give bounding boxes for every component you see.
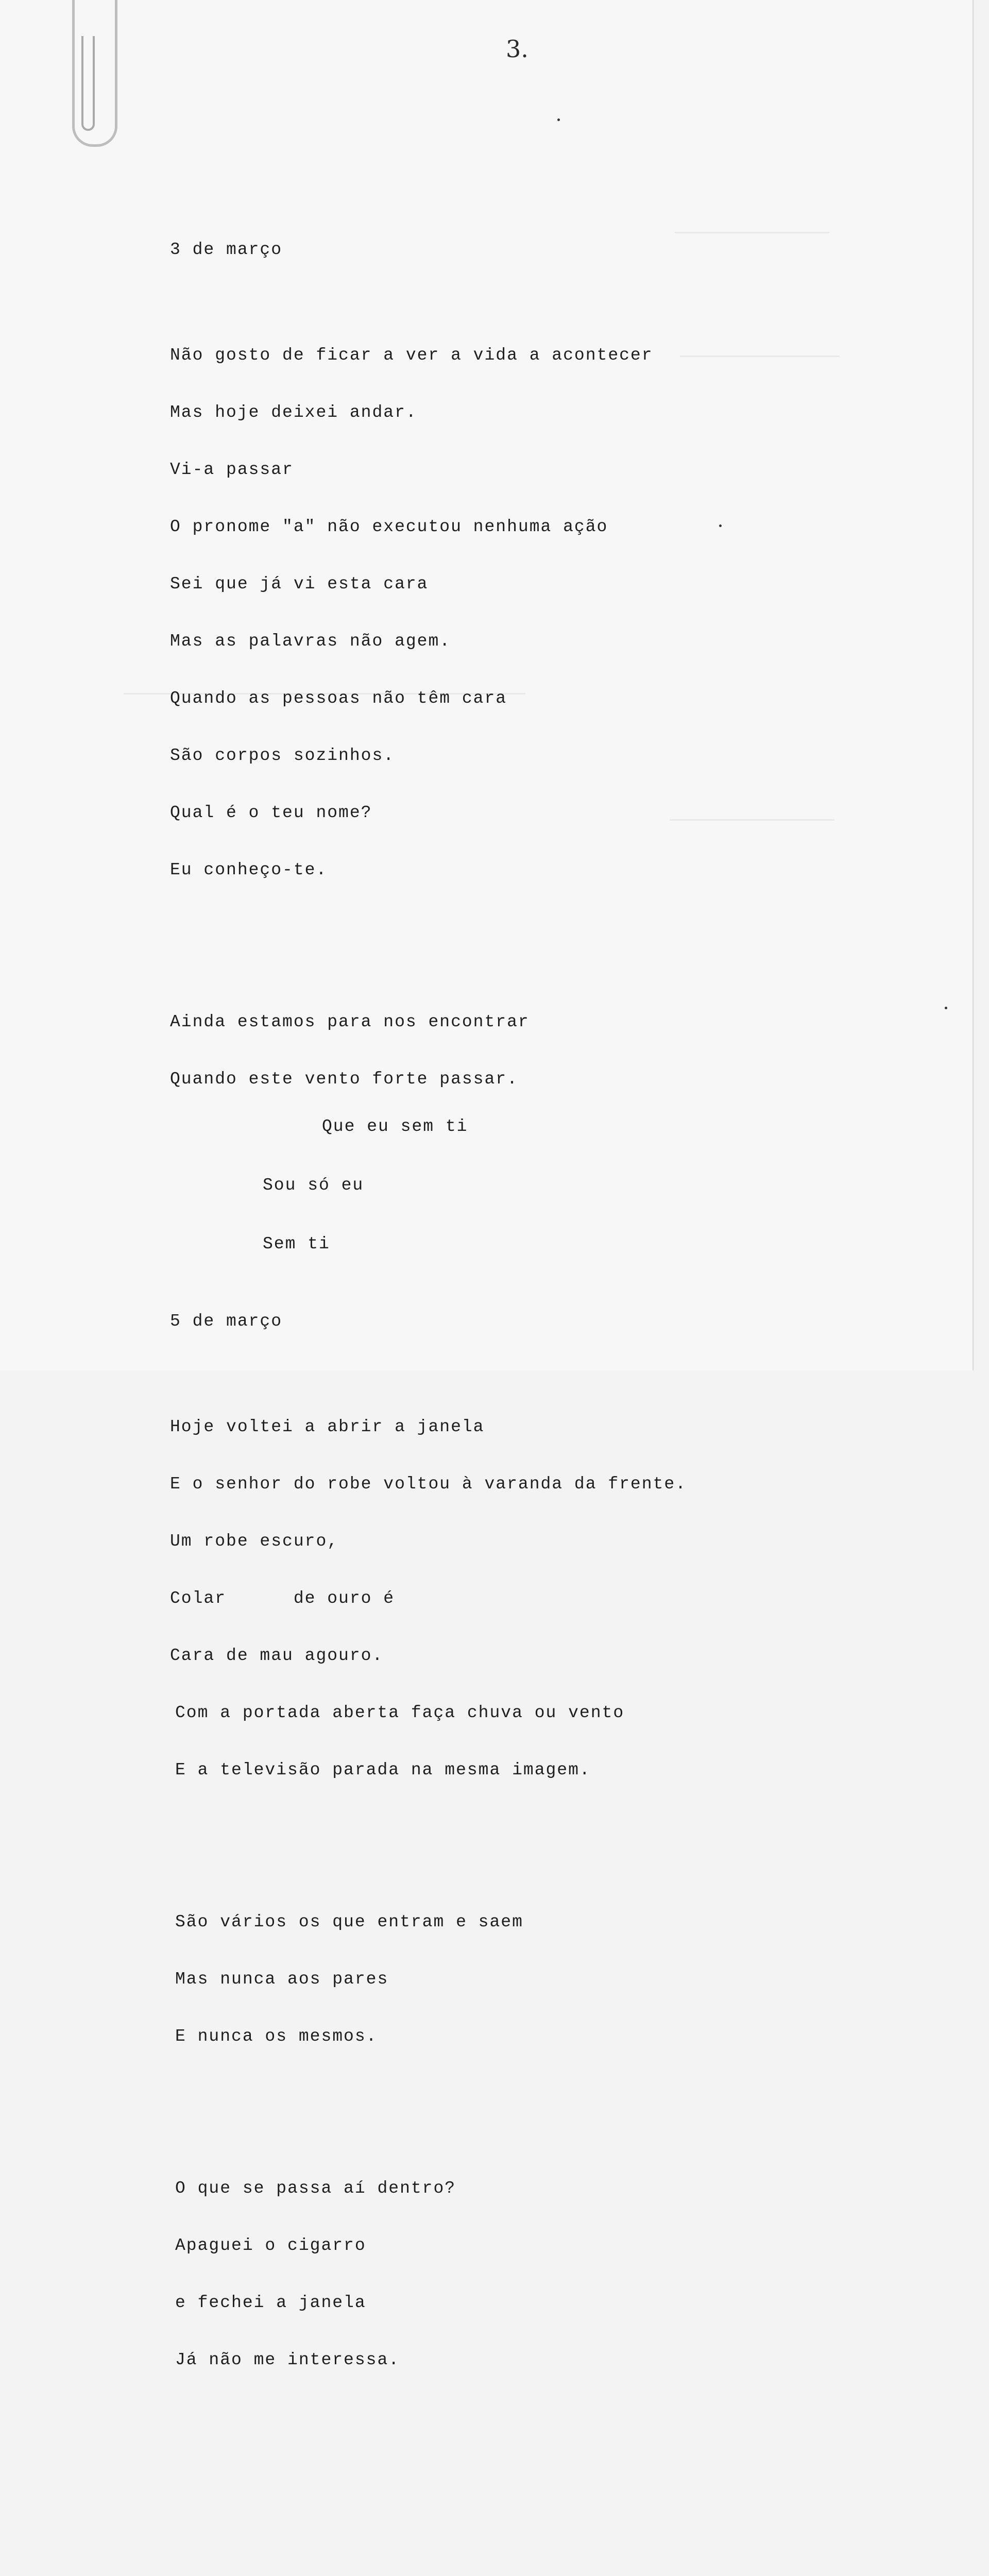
verse-line: São vários os que entram e saem xyxy=(175,1912,523,1931)
verse-line: E nunca os mesmos. xyxy=(175,2027,378,2046)
verse-line: Que eu sem ti xyxy=(322,1117,468,1136)
verse-line: São corpos sozinhos. xyxy=(170,746,395,765)
ink-speck xyxy=(557,118,560,121)
verse-line: Hoje voltei a abrir a janela xyxy=(170,1417,485,1436)
verse-line: O que se passa aí dentro? xyxy=(175,2179,456,2198)
closing-verse xyxy=(263,1078,468,1274)
verse-line: E o senhor do robe voltou à varanda da frente. xyxy=(170,1475,687,1494)
verse-line: Não gosto de ficar a ver a vida a acontecer xyxy=(170,346,653,365)
verse-line: Já não me interessa. xyxy=(175,2350,400,2369)
verse-line: Mas nunca aos pares xyxy=(175,1970,389,1989)
verse-line: Mas as palavras não agem. xyxy=(170,632,451,651)
entry-date: 5 de março xyxy=(170,1312,283,1331)
diary-entry xyxy=(170,1274,840,2464)
verse-line: Sou só eu xyxy=(263,1176,364,1195)
verse-line: Quando as pessoas não têm cara xyxy=(170,689,507,708)
verse-line: Com a portada aberta faça chuva ou vento xyxy=(175,1703,625,1722)
stanza xyxy=(170,2141,840,2408)
stanza xyxy=(170,1379,840,1818)
verse-line: Eu conheço-te. xyxy=(170,860,328,879)
ink-speck xyxy=(945,1007,947,1009)
diary-text xyxy=(170,164,840,2576)
verse-line: Apaguei o cigarro xyxy=(175,2236,366,2255)
verse-line: Vi-a passar xyxy=(170,460,294,479)
verse-line: Sei que já vi esta cara xyxy=(170,574,429,594)
verse-line: O pronome "a" não executou nenhuma ação xyxy=(170,517,608,536)
stanza xyxy=(170,1874,840,2084)
diary-entry xyxy=(170,202,840,1183)
verse-line: Quando este vento forte passar. xyxy=(170,1070,518,1089)
entry-date: 3 de março xyxy=(170,240,283,259)
stanza xyxy=(170,308,840,918)
paper-clip-inner-loop xyxy=(81,36,95,131)
verse-line: E a televisão parada na mesma imagem. xyxy=(175,1760,591,1780)
verse-line: Qual é o teu nome? xyxy=(170,803,372,822)
diary-entry xyxy=(170,2569,840,2576)
verse-line: Ainda estamos para nos encontrar xyxy=(170,1012,530,1031)
verse-line: Colar de ouro é xyxy=(170,1589,395,1608)
verse-line: Sem ti xyxy=(263,1234,330,1253)
paper-clip xyxy=(72,0,117,147)
verse-line: Mas hoje deixei andar. xyxy=(170,403,417,422)
page-number: 3. xyxy=(506,35,528,63)
verse-line: Um robe escuro, xyxy=(170,1532,339,1551)
verse-line: e fechei a janela xyxy=(175,2293,366,2312)
verse-line: Cara de mau agouro. xyxy=(170,1646,384,1665)
